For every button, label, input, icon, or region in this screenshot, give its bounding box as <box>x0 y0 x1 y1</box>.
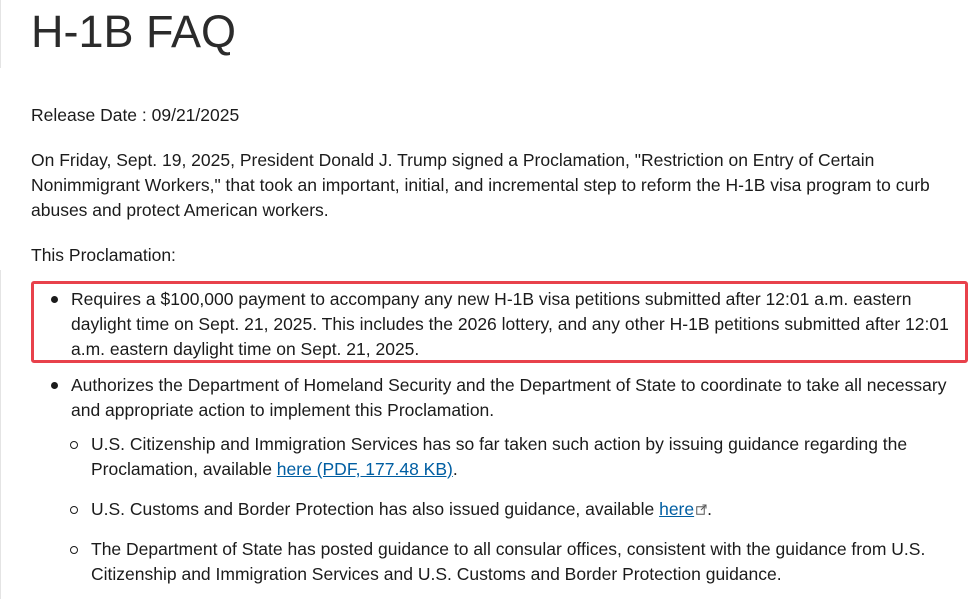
page-title: H-1B FAQ <box>31 6 237 57</box>
sub-bullet-state <box>91 537 971 587</box>
bullet-dot <box>51 296 58 303</box>
bullet-item-payment: Requires a $100,000 payment to accompany any new H-1B visa petitions submitted after 12:01 a.m. eastern daylight time on Sept. 21, 2025. This includes the 2026 lottery, and any other H-1B petitions submitted after 12:01 a.m. eastern daylight time on Sept. 21, 2025. <box>71 289 949 359</box>
proclamation-heading: This Proclamation: <box>31 245 176 265</box>
sub-bullet-text: U.S. Customs and Border Protection has also issued guidance, available <box>91 499 660 519</box>
cbp-guidance-link[interactable]: here <box>659 499 695 519</box>
sub-bullet-circle <box>70 546 78 554</box>
release-date: Release Date : 09/21/2025 <box>31 105 240 125</box>
uscis-guidance-link[interactable]: here (PDF, 177.48 KB) <box>276 459 453 479</box>
left-edge-line <box>0 0 1 68</box>
sub-bullet-uscis <box>91 432 971 482</box>
sub-bullet-cbp <box>91 497 971 522</box>
left-edge-line <box>0 270 1 599</box>
external-link-icon <box>696 497 707 522</box>
bullet-dot <box>51 382 58 389</box>
sub-bullet-text: U.S. Citizenship and Immigration Services has so far taken such action by issuing guidance regarding the Proclamation, available <box>91 434 908 479</box>
sub-bullet-circle <box>70 506 78 514</box>
intro-paragraph: On Friday, Sept. 19, 2025, President Donald J. Trump signed a Proclamation, "Restriction on Entry of Certain Nonimmigrant Workers," that took an important, initial, and incremental step to reform the H-1B visa program to curb abuses and protect American workers. <box>31 150 930 220</box>
bullet-item-authorizes: Authorizes the Department of Homeland Security and the Department of State to coordinate to take all necessary and appropriate action to implement this Proclamation. <box>71 375 947 420</box>
sub-bullet-circle <box>70 441 78 449</box>
sub-bullet-punctuation: . <box>452 459 458 479</box>
sub-bullet-text: The Department of State has posted guidance to all consular offices, consistent with the guidance from U.S. Citizenship and Immigration Services and U.S. Customs and Border Protection guidance. <box>91 539 926 584</box>
sub-bullet-punctuation: . <box>707 499 712 519</box>
